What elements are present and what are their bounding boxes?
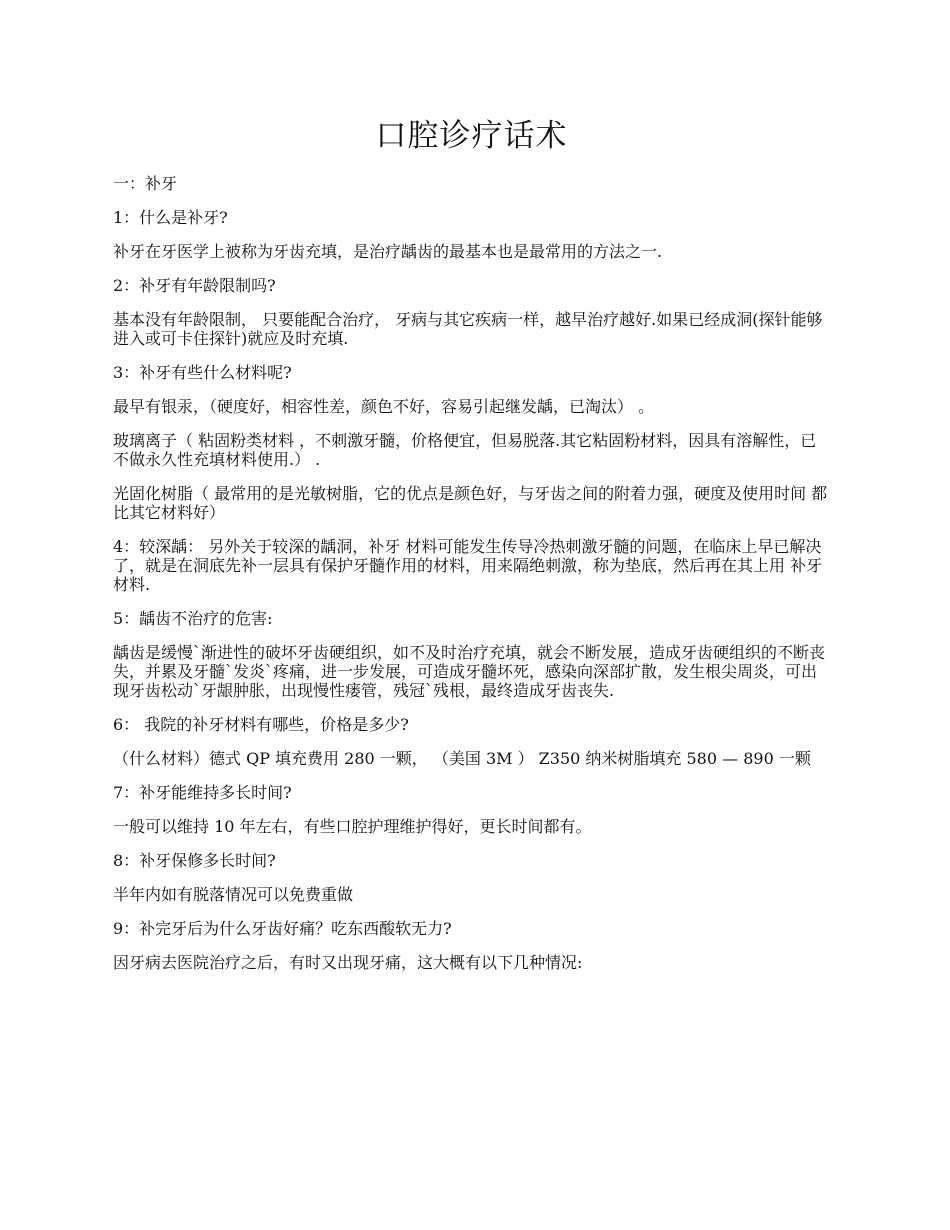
answer-paragraph: 最早有银汞，（硬度好，相容性差，颜色不好，容易引起继发龋，已淘汰） 。 xyxy=(113,397,655,416)
answer-paragraph: 基本没有年龄限制， 只要能配合治疗， 牙病与其它疾病一样，越早治疗越好.如果已经成洞(探针能够进入或可卡住探针)就应及时充填. xyxy=(113,310,823,348)
answer-paragraph: 因牙病去医院治疗之后，有时又出现牙痛，这大概有以下几种情况: xyxy=(113,953,583,972)
question-heading: 7：补牙能维持多长时间? xyxy=(113,783,292,802)
answer-paragraph: 4：较深龋： 另外关于较深的龋洞，补牙 材料可能发生传导冷热刺激牙髓的问题，在临床上早已解决了，就是在洞底先补一层具有保护牙髓作用的材料，用来隔绝刺激，称为垫底，然后再在其上用 补牙材料. xyxy=(113,537,823,594)
answer-paragraph: 玻璃离子（ 粘固粉类材料 ，不刺激牙髓，价格便宜，但易脱落.其它粘固粉材料，因具有溶解性，已不做永久性充填材料使用.） . xyxy=(113,431,817,469)
answer-paragraph: 半年内如有脱落情况可以免费重做 xyxy=(113,885,354,904)
question-heading: 2：补牙有年龄限制吗? xyxy=(113,276,276,295)
answer-paragraph: 补牙在牙医学上被称为牙齿充填，是治疗龋齿的最基本也是最常用的方法之一. xyxy=(113,242,663,261)
question-heading: 5：龋齿不治疗的危害: xyxy=(113,609,273,628)
question-heading: 3：补牙有些什么材料呢? xyxy=(113,363,292,382)
answer-paragraph: 一般可以维持 10 年左右，有些口腔护理维护得好，更长时间都有。 xyxy=(113,817,592,836)
question-heading: 9：补完牙后为什么牙齿好痛？吃东西酸软无力? xyxy=(113,919,452,938)
answer-paragraph: （什么材料）德式 QP 填充费用 280 一颗， （美国 3M ） Z350 纳米树脂填充 580 — 890 一颗 xyxy=(113,749,811,768)
document-title: 口腔诊疗话术 xyxy=(375,118,568,154)
question-heading: 1：什么是补牙? xyxy=(113,208,228,227)
question-heading: 8：补牙保修多长时间? xyxy=(113,851,276,870)
question-heading: 6： 我院的补牙材料有哪些，价格是多少? xyxy=(113,715,409,734)
answer-paragraph: 光固化树脂（ 最常用的是光敏树脂，它的优点是颜色好，与牙齿之间的附着力强，硬度及使用时间 都比其它材料好） xyxy=(113,484,828,522)
section-heading: 一：补牙 xyxy=(113,174,178,193)
answer-paragraph: 龋齿是缓慢`渐进性的破坏牙齿硬组织，如不及时治疗充填，就会不断发展，造成牙齿硬组织的不断丧失，并累及牙髓`发炎`疼痛，进一步发展，可造成牙髓坏死，感染向深部扩散，发生根尖周炎，可出现牙齿松动`牙龈肿胀，出现慢性瘘管，残冠`残根，最终造成牙齿丧失. xyxy=(113,643,826,700)
